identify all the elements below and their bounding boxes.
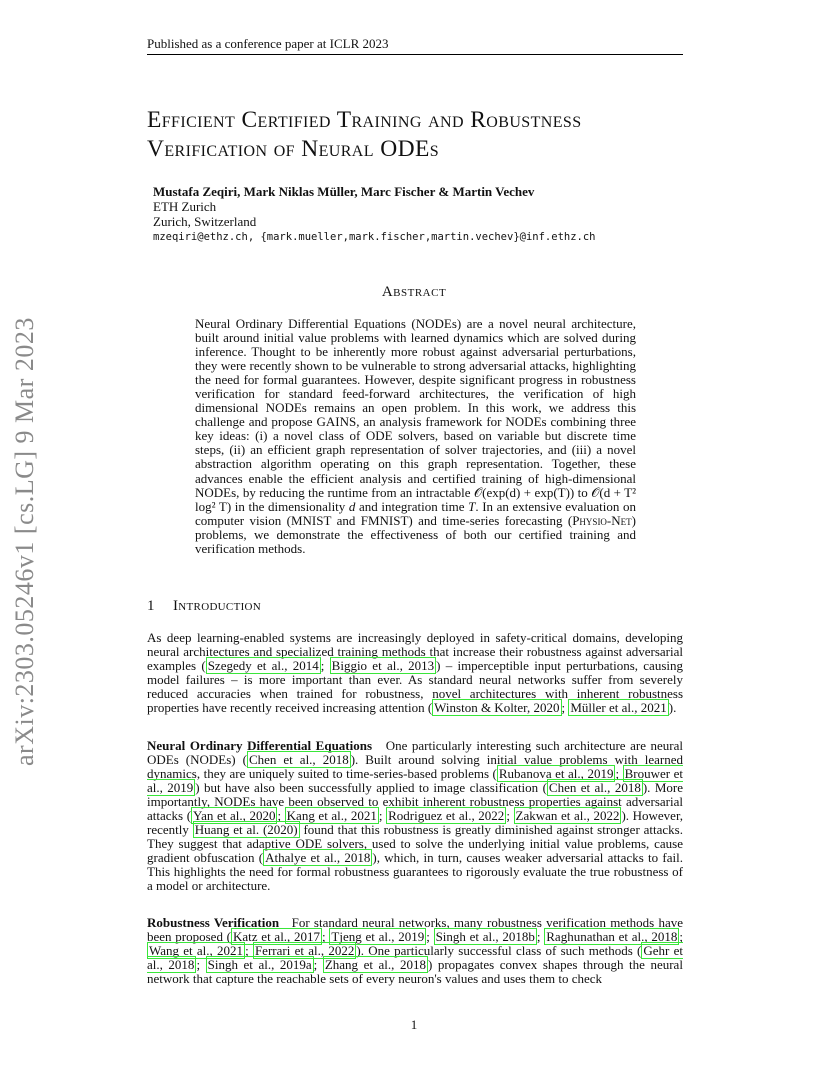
author-emails[interactable]: mzeqiri@ethz.ch, {mark.mueller,mark.fischer,martin.vechev}@inf.ethz.ch xyxy=(153,231,596,243)
body-text: ) – imperceptible input perturbations, causing model failures – is more important than ever. As standard neural networks suffer from severely reduced accuracies when trained for robustness, novel architectures with inherent robustness properties have recently received increasing attention ( xyxy=(147,658,683,716)
citation-link[interactable]: Ferrari et al., 2022 xyxy=(254,943,355,959)
title-line-1: Efficient Certified Training and Robustness xyxy=(147,107,582,133)
paragraph-heading: Neural Ordinary Differential Equations xyxy=(147,738,373,753)
citation-link[interactable]: Chen et al., 2018 xyxy=(548,780,641,796)
citation-link[interactable]: Müller et al., 2021 xyxy=(570,700,667,716)
math-var-d: d xyxy=(348,498,356,514)
citation-link[interactable]: Zakwan et al., 2022 xyxy=(515,808,620,824)
abstract-body xyxy=(195,317,636,556)
citation-link[interactable]: Rodriguez et al., 2022 xyxy=(388,808,505,824)
body-text: ), which, in turn, causes weaker adversarial attacks to fail. This highlights the need for formal robustness guarantees to rigorously evaluate the true robustness of a model or architecture. xyxy=(147,850,684,894)
author-location: Zurich, Switzerland xyxy=(153,214,257,229)
section-title: Introduction xyxy=(173,598,262,614)
body-text: One particularly interesting such architecture are neural ODEs (NODEs) ( xyxy=(147,738,683,768)
section-number: 1 xyxy=(147,598,155,614)
complexity-before: 𝒪(exp(d) + exp(T)) xyxy=(473,484,575,500)
abstract-text: to xyxy=(574,484,592,500)
citation-link[interactable]: Rubanova et al., 2019 xyxy=(498,766,614,782)
header-rule xyxy=(147,54,683,55)
citation-link[interactable]: Singh et al., 2019a xyxy=(207,957,312,973)
node-paragraph xyxy=(147,739,683,894)
body-text: ). More importantly, NODEs have been observed to exhibit inherent robustness properties against adversarial attacks ( xyxy=(147,780,683,824)
citation-link[interactable]: Biggio et al., 2013 xyxy=(331,658,435,674)
complexity-after: 𝒪(d + T² log² T) xyxy=(195,484,636,514)
body-text: ). xyxy=(668,700,677,716)
body-text: ; xyxy=(245,943,253,959)
paragraph-heading: Robustness Verification xyxy=(147,915,280,930)
arxiv-identifier[interactable]: arXiv:2303.05246v1 [cs.LG] 9 Mar 2023 xyxy=(10,317,39,766)
robustness-paragraph xyxy=(147,916,683,986)
body-text: ; xyxy=(196,957,206,973)
running-head: Published as a conference paper at ICLR 2023 xyxy=(147,36,389,51)
page-number: 1 xyxy=(410,1017,418,1032)
citation-link[interactable]: Huang et al. (2020) xyxy=(194,822,298,838)
author-institution: ETH Zurich xyxy=(153,199,217,214)
body-text: ; xyxy=(277,808,285,824)
body-text: ; xyxy=(615,766,623,782)
citation-link[interactable]: Katz et al., 2017 xyxy=(233,929,321,945)
body-text: ; xyxy=(536,929,545,945)
abstract-text: and integration time xyxy=(355,498,469,514)
body-text: For standard neural networks, many robustness verification methods have been proposed ( xyxy=(147,915,683,945)
body-text: ; xyxy=(313,957,323,973)
body-text: ; xyxy=(679,929,683,945)
body-text: ) propagates convex shapes through the neural network that capture the reachable sets of every neuron's values and uses them to check xyxy=(147,957,683,987)
dataset-name: Physio-Net xyxy=(572,512,632,528)
citation-link[interactable]: Athalye et al., 2018 xyxy=(265,850,371,866)
author-names: Mustafa Zeqiri, Mark Niklas Müller, Marc Fischer & Martin Vechev xyxy=(153,184,535,199)
citation-link[interactable]: Szegedy et al., 2014 xyxy=(207,658,319,674)
body-text: ; xyxy=(426,929,434,945)
citation-link[interactable]: Wang et al., 2021 xyxy=(149,943,244,959)
title-line-2: Verification of Neural ODEs xyxy=(147,136,440,162)
math-var-t: T xyxy=(468,498,476,514)
intro-paragraph xyxy=(147,631,683,715)
citation-link[interactable]: Yan et al., 2020 xyxy=(193,808,276,824)
body-text: ; xyxy=(506,808,514,824)
abstract-text: . In an extensive evaluation on computer vision (MNIST and FMNIST) and time-series forecasting ( xyxy=(195,498,637,528)
citation-link[interactable]: Kang et al., 2021 xyxy=(286,808,377,824)
citation-link[interactable]: Gehr et al., 2018 xyxy=(147,943,683,973)
citation-link[interactable]: Tjeng et al., 2019 xyxy=(331,929,425,945)
citation-link[interactable]: Singh et al., 2018b xyxy=(435,929,535,945)
body-text: ; xyxy=(320,658,330,674)
body-text: found that this robustness is greatly diminished against stronger attacks. They suggest that adaptive ODE solvers, used to solve the underlying initial value problems, cause gradient obfuscation ( xyxy=(147,822,683,866)
body-text: ). One particularly successful class of such methods ( xyxy=(356,943,642,959)
citation-link[interactable]: Chen et al., 2018 xyxy=(248,752,349,768)
citation-link[interactable]: Winston & Kolter, 2020 xyxy=(434,700,560,716)
body-text: ) but have also been successfully applied to image classification ( xyxy=(195,780,547,796)
section-heading xyxy=(147,598,261,615)
abstract-text: Neural Ordinary Differential Equations (NODEs) are a novel neural architecture, built around initial value problems with learned dynamics which are solved during inference. Thought to be inherently more robust against adversarial perturbations, they were recently shown to be vulnerable to strong adversarial attacks, highlighting the need for formal guarantees. However, despite significant progress in robustness verification for standard feed-forward architectures, the verification of high dimensional NODEs remains an open problem. In this work, we address this challenge and propose GAINS, an analysis framework for NODEs combining three key ideas: (i) a novel class of ODE solvers, based on variable but discrete time steps, (ii) an efficient graph representation of solver trajectories, and (iii) a novel abstraction algorithm operating on this graph representation. Together, these advances enable the efficient analysis and certified training of high-dimensional NODEs, by reducing the runtime from an intractable xyxy=(195,316,636,500)
citation-link[interactable]: Zhang et al., 2018 xyxy=(324,957,426,973)
body-text: ; xyxy=(378,808,387,824)
citation-link[interactable]: Brouwer et al., 2019 xyxy=(147,766,683,796)
body-text: ; xyxy=(322,929,330,945)
body-text: ). However, recently xyxy=(147,808,684,838)
paper-title xyxy=(147,106,707,164)
citation-link[interactable]: Raghunathan et al., 2018 xyxy=(546,929,678,945)
body-text: ; xyxy=(561,700,569,716)
body-text: As deep learning-enabled systems are increasingly deployed in safety-critical domains, developing neural architectures and specialized training methods that increase their robustness against adversarial examples ( xyxy=(147,630,683,674)
abstract-text: ) problems, we demonstrate the effectiveness of both our certified training and verification methods. xyxy=(195,512,636,556)
abstract-text: in the dimensionality xyxy=(231,498,349,514)
body-text: ). Built around solving initial value problems with learned dynamics, they are uniquely suited to time-series-based problems ( xyxy=(147,752,683,782)
abstract-heading: Abstract xyxy=(381,284,447,300)
